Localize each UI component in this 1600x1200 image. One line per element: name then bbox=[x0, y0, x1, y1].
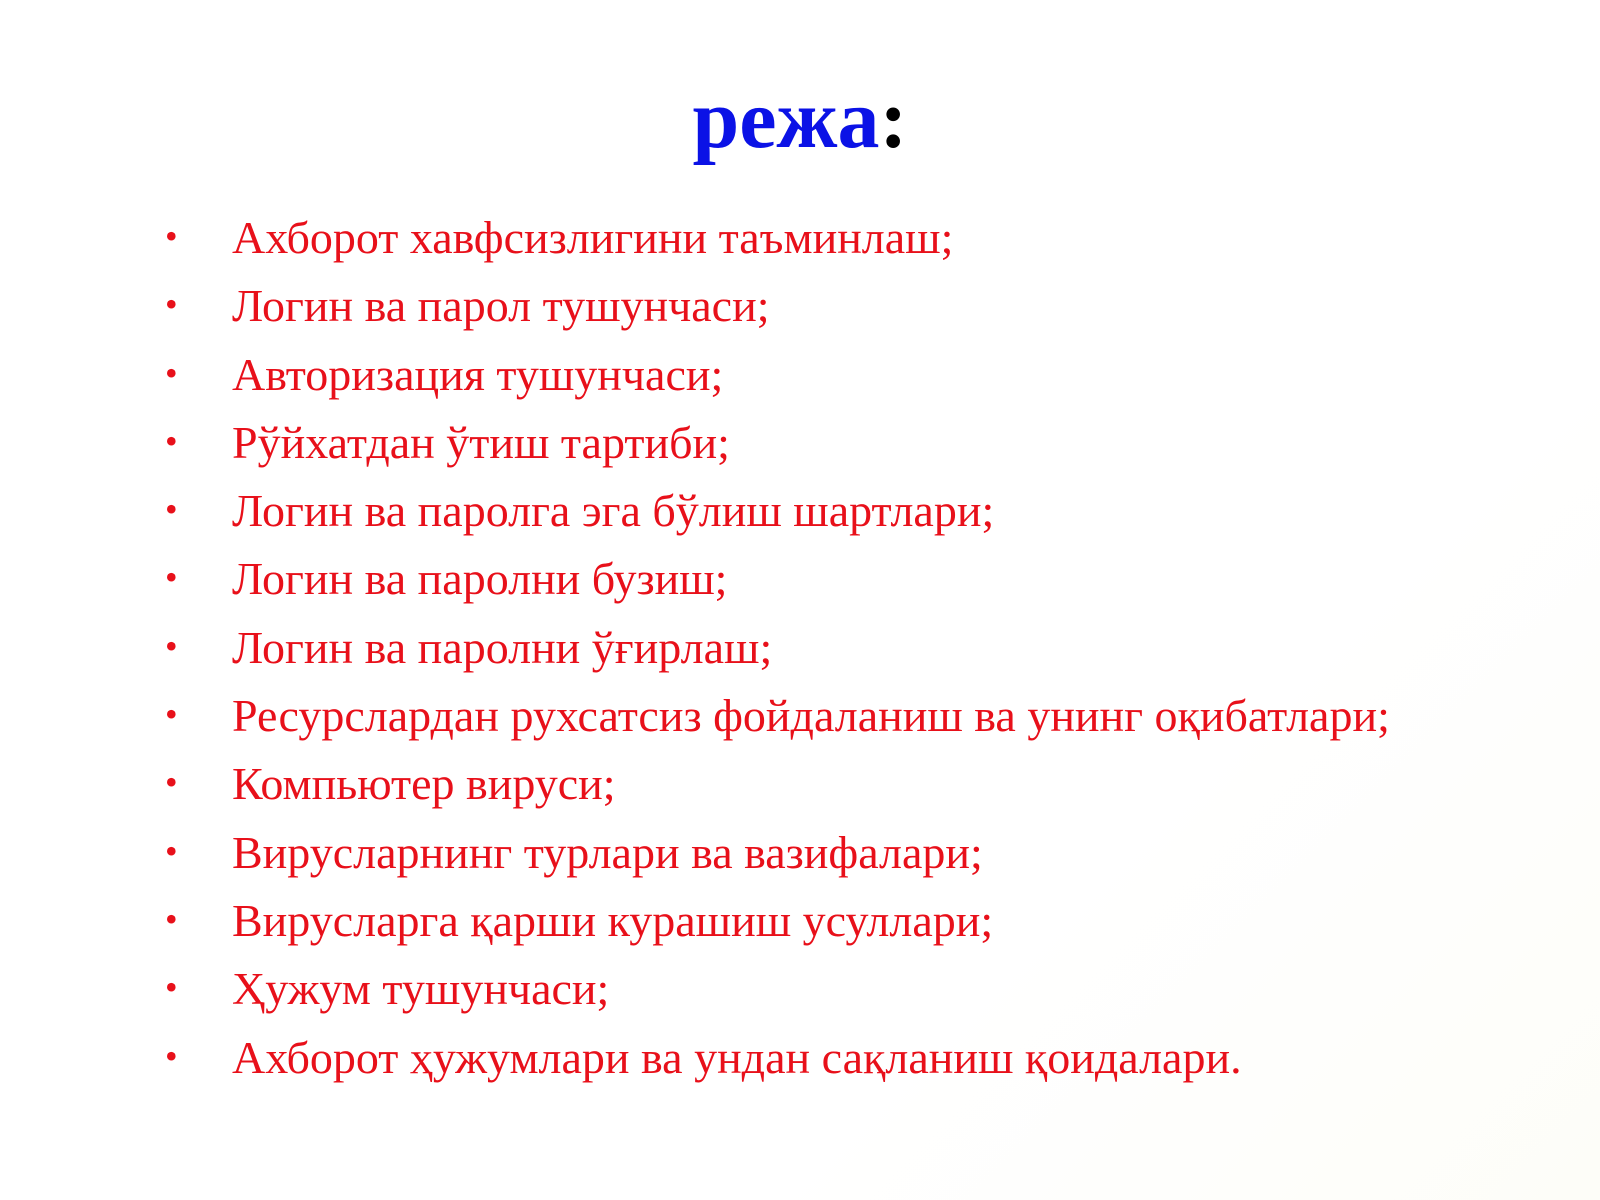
agenda-item-text: Рўйхатдан ўтиш тартиби; bbox=[232, 416, 730, 468]
agenda-item-text: Компьютер вируси; bbox=[232, 758, 616, 810]
agenda-item-3 bbox=[165, 345, 1585, 413]
bullet-icon: • bbox=[165, 898, 178, 939]
bullet-icon: • bbox=[165, 694, 178, 735]
slide-title-colon: : bbox=[879, 73, 908, 166]
agenda-item-text: Логин ва паролни ўғирлаш; bbox=[232, 621, 773, 673]
agenda-item-11 bbox=[165, 891, 1585, 959]
bullet-icon: • bbox=[165, 216, 178, 256]
agenda-item-text: Ҳужум тушунчаси; bbox=[232, 963, 610, 1015]
agenda-item-8 bbox=[165, 686, 1585, 754]
agenda-item-9 bbox=[165, 754, 1585, 822]
bullet-icon: • bbox=[165, 284, 178, 325]
agenda-list bbox=[165, 208, 1585, 1096]
agenda-item-text: Авторизация тушунчаси; bbox=[232, 348, 724, 400]
agenda-item-5 bbox=[165, 481, 1585, 549]
agenda-item-2 bbox=[165, 276, 1585, 344]
agenda-item-13 bbox=[165, 1028, 1585, 1096]
agenda-item-text: Ресурслардан рухсатсиз фойдаланиш ва унинг оқибатлари; bbox=[232, 690, 1390, 742]
bullet-icon: • bbox=[165, 489, 178, 530]
bullet-icon: • bbox=[165, 420, 178, 461]
agenda-item-text: Логин ва паролни бузиш; bbox=[232, 553, 728, 605]
agenda-item-7 bbox=[165, 618, 1585, 686]
agenda-item-text: Ахборот ҳужумлари ва ундан сақланиш қоидалари. bbox=[232, 1031, 1242, 1083]
agenda-item-6 bbox=[165, 549, 1585, 617]
bullet-icon: • bbox=[165, 625, 178, 666]
agenda-item-4 bbox=[165, 413, 1585, 481]
slide-title bbox=[0, 70, 1600, 170]
bullet-icon: • bbox=[165, 352, 178, 393]
agenda-item-10 bbox=[165, 823, 1585, 891]
bullet-icon: • bbox=[165, 967, 178, 1008]
agenda-item-text: Вирусларга қарши курашиш усуллари; bbox=[232, 894, 994, 946]
bullet-icon: • bbox=[165, 1035, 178, 1076]
agenda-item-text: Логин ва паролга эга бўлиш шартлари; bbox=[232, 485, 995, 537]
agenda-item-text: Логин ва парол тушунчаси; bbox=[232, 280, 770, 332]
agenda-item-12 bbox=[165, 959, 1585, 1027]
bullet-icon: • bbox=[165, 557, 178, 598]
slide-title-word: режа bbox=[692, 73, 880, 166]
agenda-item-1 bbox=[165, 208, 1585, 276]
bullet-icon: • bbox=[165, 762, 178, 803]
agenda-item-text: Вирусларнинг турлари ва вазифалари; bbox=[232, 826, 983, 878]
agenda-item-text: Ахборот хавфсизлигини таъминлаш; bbox=[232, 212, 954, 263]
bullet-icon: • bbox=[165, 830, 178, 871]
